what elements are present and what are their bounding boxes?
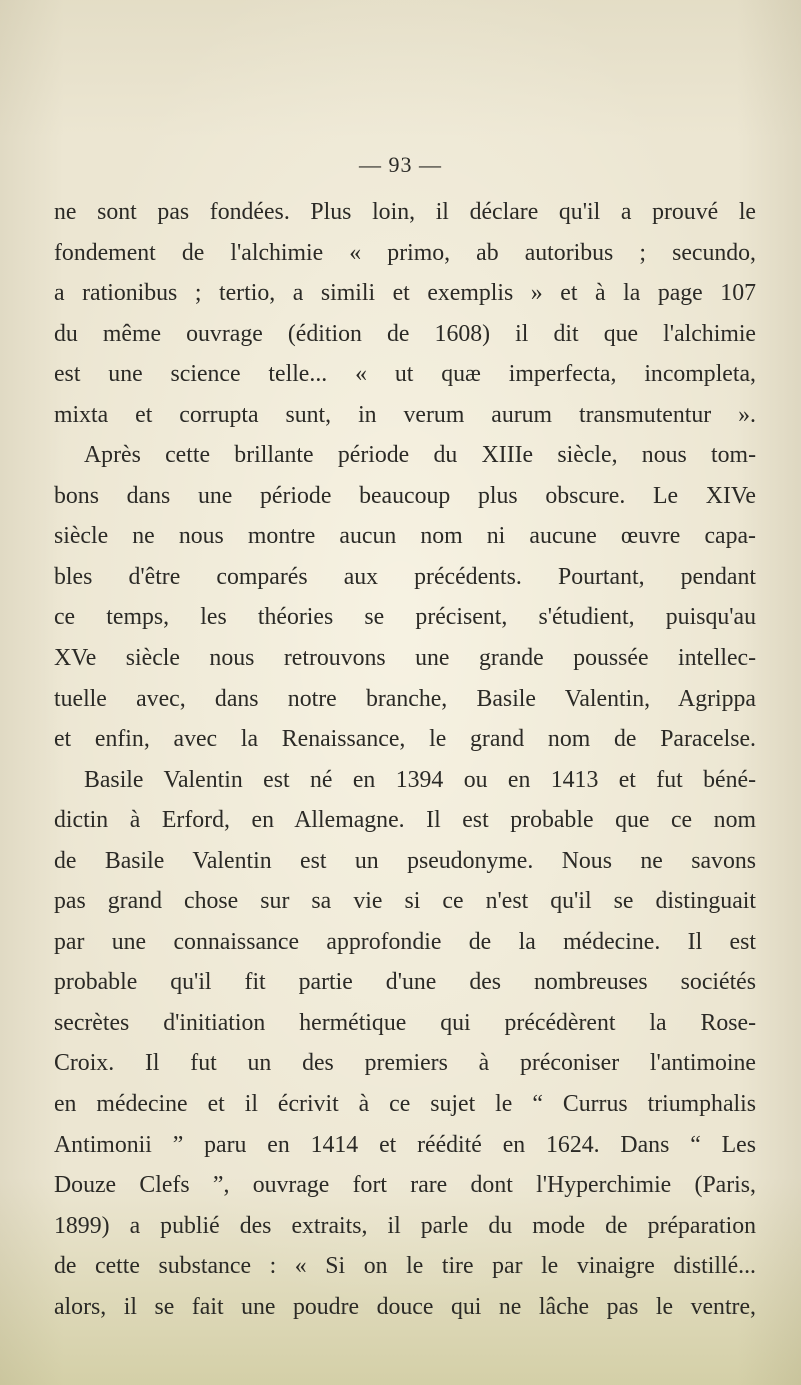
text-line: tuelle avec, dans notre branche, Basile Valentin, Agrippa <box>54 685 756 712</box>
text-line: de Basile Valentin est un pseudonyme. Nous ne savons <box>54 847 756 874</box>
text-line: secrètes d'initiation hermétique qui précédèrent la Rose- <box>54 1009 756 1036</box>
text-line: fondement de l'alchimie « primo, ab autoribus ; secundo, <box>54 239 756 266</box>
text-line: a rationibus ; tertio, a simili et exemplis » et à la page 107 <box>54 280 756 307</box>
text-line: XVe siècle nous retrouvons une grande poussée intellec- <box>54 645 756 672</box>
text-line: et enfin, avec la Renaissance, le grand nom de Paracelse. <box>54 726 756 753</box>
text-line: Croix. Il fut un des premiers à préconiser l'antimoine <box>54 1050 756 1077</box>
text-line: Après cette brillante période du XIIIe siècle, nous tom- <box>84 442 756 469</box>
text-line: est une science telle... « ut quæ imperfecta, incompleta, <box>54 361 756 388</box>
text-line: mixta et corrupta sunt, in verum aurum transmutentur ». <box>54 401 756 428</box>
text-line: 1899) a publié des extraits, il parle du mode de préparation <box>54 1212 756 1239</box>
body-text <box>54 192 756 1327</box>
text-line: dictin à Erford, en Allemagne. Il est probable que ce nom <box>54 807 756 834</box>
text-line: par une connaissance approfondie de la médecine. Il est <box>54 928 756 955</box>
text-line: Douze Clefs ”, ouvrage fort rare dont l'Hyperchimie (Paris, <box>54 1172 756 1199</box>
text-line: ce temps, les théories se précisent, s'étudient, puisqu'au <box>54 604 756 631</box>
text-line: du même ouvrage (édition de 1608) il dit que l'alchimie <box>54 320 756 347</box>
text-line: Basile Valentin est né en 1394 ou en 1413 et fut béné- <box>84 766 756 793</box>
text-line: de cette substance : « Si on le tire par le vinaigre distillé... <box>54 1253 756 1280</box>
text-line: Antimonii ” paru en 1414 et réédité en 1624. Dans “ Les <box>54 1131 756 1158</box>
text-line: siècle ne nous montre aucun nom ni aucune œuvre capa- <box>54 523 756 550</box>
text-line: bons dans une période beaucoup plus obscure. Le XIVe <box>54 482 756 509</box>
text-line: alors, il se fait une poudre douce qui ne lâche pas le ventre, <box>54 1293 756 1320</box>
page-number: — 93 — <box>359 152 442 177</box>
text-line: en médecine et il écrivit à ce sujet le “ Currus triumphalis <box>54 1091 756 1118</box>
text-line: pas grand chose sur sa vie si ce n'est qu'il se distinguait <box>54 888 756 915</box>
text-line: ne sont pas fondées. Plus loin, il déclare qu'il a prouvé le <box>54 199 756 225</box>
text-line: bles d'être comparés aux précédents. Pourtant, pendant <box>54 563 756 590</box>
text-line: probable qu'il fit partie d'une des nombreuses sociétés <box>54 969 756 996</box>
